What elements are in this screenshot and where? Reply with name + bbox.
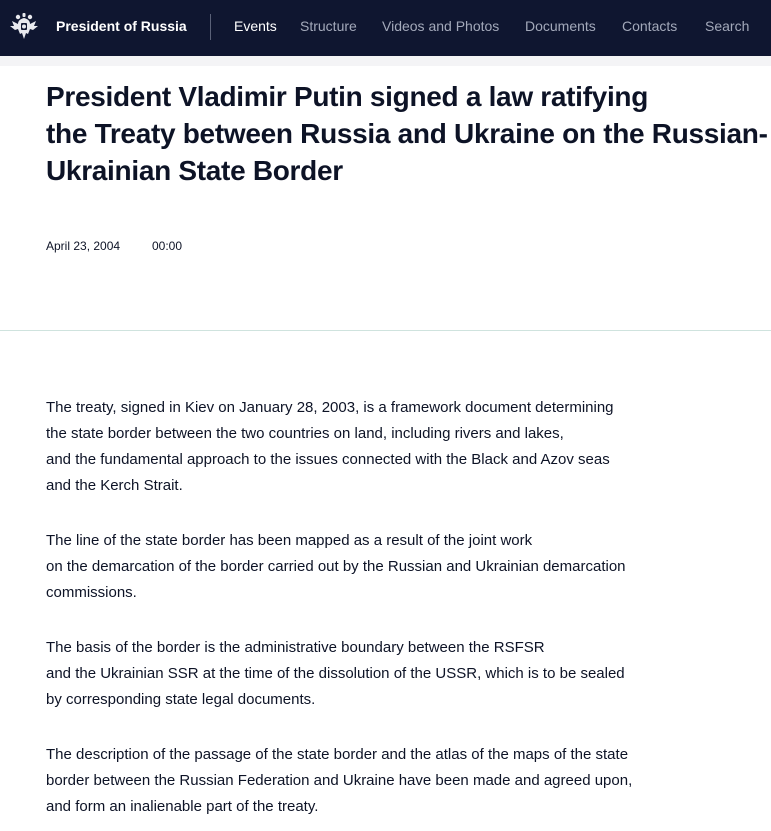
- paragraph-line: and the fundamental approach to the issues connected with the Black and Azov seas: [46, 451, 610, 468]
- paragraph-line: the state border between the two countries on land, including rivers and lakes,: [46, 425, 564, 442]
- article-paragraph: [46, 635, 746, 713]
- article-paragraph: [46, 528, 746, 606]
- section-divider: [0, 330, 771, 331]
- article-paragraph: [46, 395, 746, 499]
- paragraph-line: and form an inalienable part of the treaty.: [46, 798, 319, 815]
- paragraph-line: and the Kerch Strait.: [46, 477, 183, 494]
- nav-item-structure[interactable]: Structure: [300, 18, 357, 34]
- double-headed-eagle-icon[interactable]: [8, 10, 40, 42]
- article-title: [46, 78, 768, 189]
- article-time: 00:00: [152, 239, 183, 253]
- paragraph-line: The treaty, signed in Kiev on January 28, 2003, is a framework document determining: [46, 399, 614, 416]
- paragraph-line: and the Ukrainian SSR at the time of the dissolution of the USSR, which is to be sealed: [46, 665, 625, 682]
- top-navbar: [0, 0, 771, 56]
- paragraph-line: by corresponding state legal documents.: [46, 691, 316, 708]
- nav-item-videos-and-photos[interactable]: Videos and Photos: [382, 18, 500, 34]
- paragraph-line: on the demarcation of the border carried out by the Russian and Ukrainian demarcation: [46, 558, 626, 575]
- subheader-strip: [0, 56, 771, 66]
- site-title[interactable]: President of Russia: [56, 18, 187, 34]
- paragraph-line: The line of the state border has been mapped as a result of the joint work: [46, 532, 533, 549]
- nav-item-contacts[interactable]: Contacts: [622, 18, 678, 34]
- article-date: April 23, 2004: [46, 239, 121, 253]
- paragraph-line: commissions.: [46, 584, 137, 601]
- nav-item-search[interactable]: Search: [705, 18, 750, 34]
- article-title-line: President Vladimir Putin signed a law ratifying: [46, 81, 649, 112]
- nav-divider: [210, 14, 211, 40]
- paragraph-line: The description of the passage of the state border and the atlas of the maps of the state: [46, 746, 629, 763]
- paragraph-line: border between the Russian Federation and Ukraine have been made and agreed upon,: [46, 772, 633, 789]
- nav-item-events[interactable]: Events: [234, 18, 277, 34]
- paragraph-line: The basis of the border is the administrative boundary between the RSFSR: [46, 639, 545, 656]
- article-title-line: the Treaty between Russia and Ukraine on the Russian-: [46, 118, 768, 149]
- article-paragraph: [46, 742, 746, 820]
- nav-item-documents[interactable]: Documents: [525, 18, 596, 34]
- article-title-line: Ukrainian State Border: [46, 155, 343, 186]
